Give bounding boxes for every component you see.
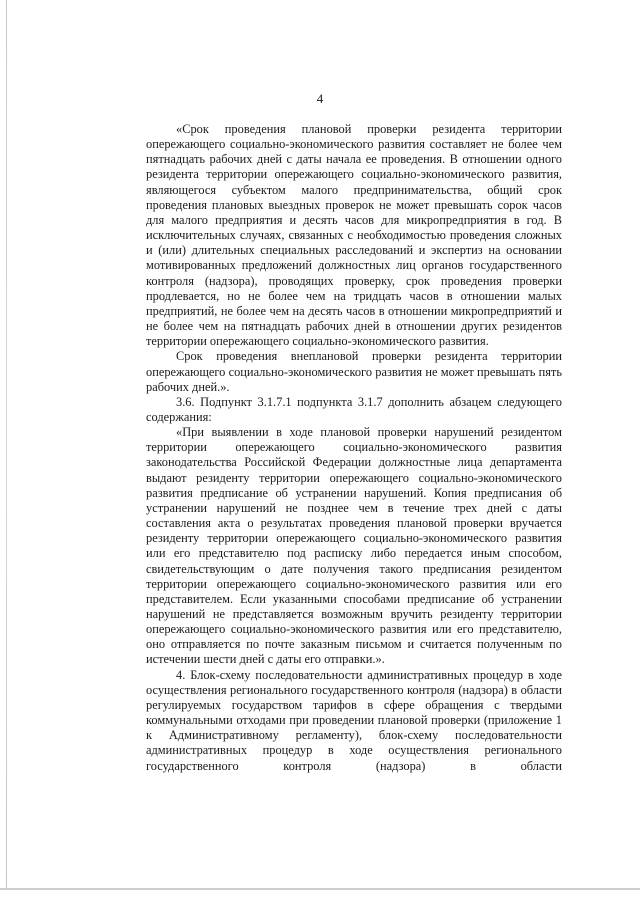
paragraph-block-scheme: 4. Блок-схему последовательности административных процедур в ходе осуществления регионального государственного контроля (надзора) в области регулируемых государством тарифов в сфере обращения с твердыми коммунальными отходами при проведении плановой проверки (приложение 1 к Административному регламенту), блок-схему последовательности административных процедур в ходе осуществления регионального государственного контроля (надзора) в области bbox=[146, 667, 562, 773]
paragraph-inspection-term: «Срок проведения плановой проверки резидента территории опережающего социально-экономического развития составляет не более чем пятнадцать рабочих дней с даты начала ее проведения. В отношении одного резидента территории опережающего социально-экономического развития, являющегося субъектом малого предпринимательства, общий срок проведения плановых выездных проверок не может превышать сорок часов для малого предприятия и десять часов для микропредприятия в год. В исключительных случаях, связанных с необходимостью проведения сложных и (или) длительных специальных расследований и экспертиз на основании мотивированных предложений должностных лиц органов государственного контроля (надзора), проводящих проверку, срок проведения проверки продлевается, но не более чем на тридцать часов в отношении малых предприятий, не более чем на десять часов в отношении микропредприятий и не более чем на пятнадцать рабочих дней в отношении других резидентов территории опережающего социально-экономического развития. bbox=[146, 122, 562, 349]
scan-edge-left bbox=[6, 0, 7, 890]
paragraph-amendment-3-6: 3.6. Подпункт 3.1.7.1 подпункта 3.1.7 дополнить абзацем следующего содержания: bbox=[146, 394, 562, 424]
document-body bbox=[146, 122, 562, 774]
scan-edge-bottom bbox=[0, 888, 640, 890]
paragraph-violation-order: «При выявлении в ходе плановой проверки нарушений резидентом территории опережающего социально-экономического развития законодательства Российской Федерации должностные лица департамента выдают резиденту территории опережающего социально-экономического развития предписание об устранении нарушений. Копия предписания об устранении нарушений не позднее чем в течение трех дней с даты составления акта о результатах проведения плановой проверки вручается резиденту территории опережающего социально-экономического развития или его представителю под расписку либо передается иным способом, свидетельствующим о дате получения такого предписания резидентом территории опережающего социально-экономического развития или его представителем. Если указанными способами предписание об устранении нарушений не представляется возможным вручить резиденту территории опережающего социально-экономического развития или его представителю, оно отправляется по почте заказным письмом и считается полученным по истечении шести дней с даты его отправки.». bbox=[146, 425, 562, 667]
paragraph-unscheduled-inspection-term: Срок проведения внеплановой проверки резидента территории опережающего социально-экономического развития не может превышать пять рабочих дней.». bbox=[146, 349, 562, 394]
page-number: 4 bbox=[316, 91, 324, 106]
